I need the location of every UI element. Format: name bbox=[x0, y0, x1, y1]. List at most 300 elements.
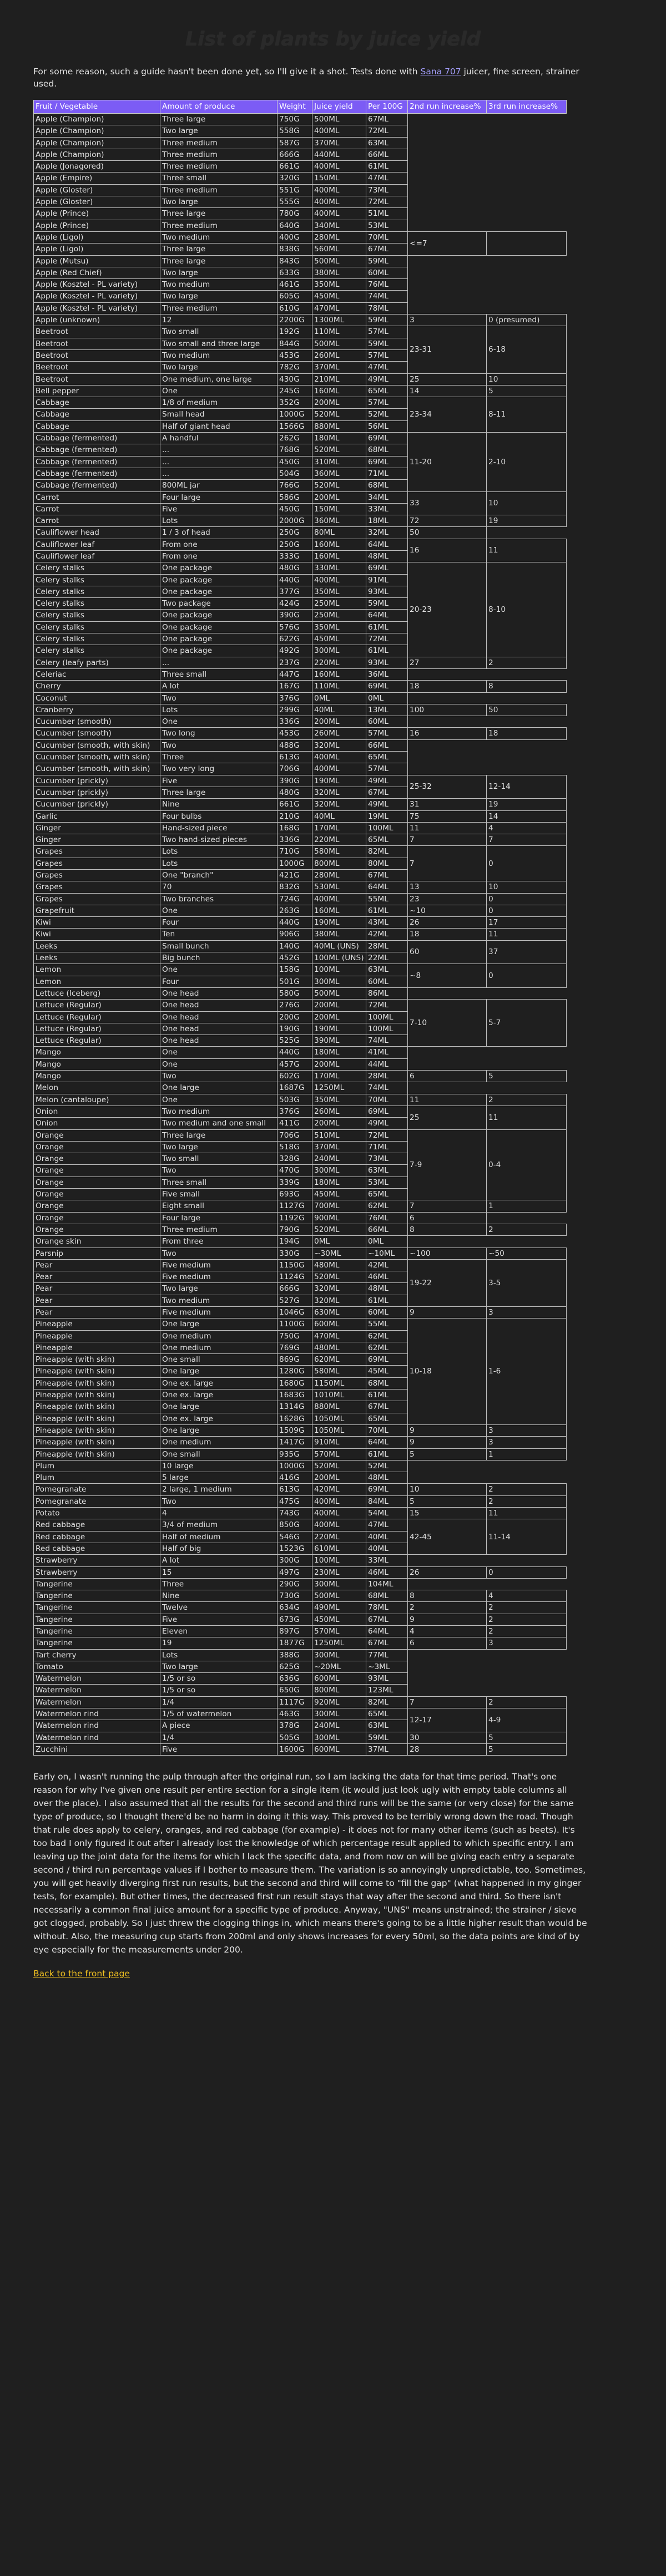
cell-fruit: Apple (Champion) bbox=[34, 149, 160, 160]
cell-amount: One bbox=[160, 1047, 278, 1058]
cell-fruit: Red cabbage bbox=[34, 1543, 160, 1554]
cell-juice-yield: 520ML bbox=[312, 1224, 366, 1235]
cell-weight: 1000G bbox=[278, 858, 312, 869]
cell-weight: 158G bbox=[278, 964, 312, 976]
cell-amount: 800ML jar bbox=[160, 480, 278, 491]
cell-per-100g: 19ML bbox=[366, 810, 408, 822]
cell-fruit: Lettuce (Regular) bbox=[34, 1023, 160, 1035]
cell-per-100g: 82ML bbox=[366, 1696, 408, 1708]
table-row bbox=[34, 1519, 567, 1531]
cell-amount: Two large bbox=[160, 196, 278, 208]
table-row bbox=[34, 1094, 567, 1106]
cell-second-run bbox=[408, 114, 487, 232]
cell-third-run: 0 bbox=[487, 964, 567, 988]
cell-third-run: 10 bbox=[487, 881, 567, 893]
table-row bbox=[34, 397, 567, 409]
cell-second-run bbox=[408, 739, 487, 775]
cell-weight: 832G bbox=[278, 881, 312, 893]
cell-second-run: 12-17 bbox=[408, 1708, 487, 1732]
cell-juice-yield: 600ML bbox=[312, 1319, 366, 1330]
cell-juice-yield: 160ML bbox=[312, 539, 366, 550]
cell-per-100g: 63ML bbox=[366, 964, 408, 976]
table-row bbox=[34, 1106, 567, 1117]
cell-second-run: 27 bbox=[408, 657, 487, 668]
cell-per-100g: 61ML bbox=[366, 161, 408, 173]
cell-per-100g: 48ML bbox=[366, 1283, 408, 1295]
cell-third-run: 3 bbox=[487, 1437, 567, 1448]
cell-fruit: Pineapple (with skin) bbox=[34, 1377, 160, 1389]
cell-fruit: Carrot bbox=[34, 491, 160, 503]
cell-second-run: 9 bbox=[408, 1424, 487, 1436]
cell-weight: 276G bbox=[278, 1000, 312, 1011]
cell-second-run: 18 bbox=[408, 929, 487, 940]
cell-weight: 580G bbox=[278, 987, 312, 999]
cell-weight: 518G bbox=[278, 1141, 312, 1153]
cell-per-100g: 57ML bbox=[366, 326, 408, 338]
cell-third-run: 5-7 bbox=[487, 1000, 567, 1047]
table-row bbox=[34, 728, 567, 739]
cell-fruit: Red cabbage bbox=[34, 1531, 160, 1543]
cell-per-100g: 71ML bbox=[366, 468, 408, 479]
cell-per-100g: 72ML bbox=[366, 125, 408, 137]
cell-amount: One package bbox=[160, 633, 278, 645]
cell-amount: Five bbox=[160, 503, 278, 515]
cell-weight: 336G bbox=[278, 716, 312, 728]
cell-amount: Lots bbox=[160, 858, 278, 869]
cell-weight: 1117G bbox=[278, 1696, 312, 1708]
cell-weight: 750G bbox=[278, 1330, 312, 1342]
cell-weight: 320G bbox=[278, 173, 312, 184]
cell-amount: Two branches bbox=[160, 893, 278, 905]
cell-third-run: 0 bbox=[487, 905, 567, 916]
cell-weight: 558G bbox=[278, 125, 312, 137]
cell-amount: Two bbox=[160, 692, 278, 704]
cell-amount: Two large bbox=[160, 267, 278, 278]
cell-fruit: Pear bbox=[34, 1295, 160, 1306]
cell-weight: 167G bbox=[278, 681, 312, 692]
cell-per-100g: 61ML bbox=[366, 1295, 408, 1306]
juice-yield-table bbox=[33, 100, 567, 1756]
cell-second-run: 15 bbox=[408, 1508, 487, 1519]
cell-fruit: Carrot bbox=[34, 503, 160, 515]
cell-juice-yield: 350ML bbox=[312, 279, 366, 291]
cell-per-100g: 67ML bbox=[366, 870, 408, 881]
back-to-front-page-link[interactable]: Back to the front page bbox=[33, 1969, 130, 1979]
cell-amount: 5 large bbox=[160, 1472, 278, 1484]
cell-third-run: 6-18 bbox=[487, 326, 567, 373]
cell-second-run: 9 bbox=[408, 1614, 487, 1625]
cell-juice-yield: 610ML bbox=[312, 1543, 366, 1554]
table-row bbox=[34, 385, 567, 397]
table-header-row bbox=[34, 100, 567, 114]
header-juice-yield: Juice yield bbox=[312, 100, 366, 114]
cell-juice-yield: 300ML bbox=[312, 1732, 366, 1743]
cell-per-100g: 34ML bbox=[366, 491, 408, 503]
cell-per-100g: 61ML bbox=[366, 1448, 408, 1460]
cell-amount: One large bbox=[160, 1319, 278, 1330]
cell-weight: 527G bbox=[278, 1295, 312, 1306]
cell-third-run: 0 bbox=[487, 893, 567, 905]
cell-per-100g: 62ML bbox=[366, 1200, 408, 1212]
cell-third-run: 19 bbox=[487, 799, 567, 810]
cell-fruit: Pineapple (with skin) bbox=[34, 1413, 160, 1424]
cell-amount: Three large bbox=[160, 787, 278, 798]
cell-fruit: Celery stalks bbox=[34, 598, 160, 610]
cell-per-100g: 33ML bbox=[366, 503, 408, 515]
table-row bbox=[34, 1437, 567, 1448]
cell-juice-yield: 200ML bbox=[312, 397, 366, 409]
cell-fruit: Tangerine bbox=[34, 1626, 160, 1637]
cell-juice-yield: 300ML bbox=[312, 645, 366, 657]
cell-weight: 1600G bbox=[278, 1743, 312, 1755]
cell-amount: Lots bbox=[160, 1649, 278, 1661]
cell-weight: 1687G bbox=[278, 1082, 312, 1094]
cell-third-run bbox=[487, 739, 567, 775]
header-fruit: Fruit / Vegetable bbox=[34, 100, 160, 114]
cell-juice-yield: 600ML bbox=[312, 1673, 366, 1685]
cell-juice-yield: 200ML bbox=[312, 1118, 366, 1129]
cell-amount: Half of medium bbox=[160, 1531, 278, 1543]
cell-juice-yield: 100ML (UNS) bbox=[312, 952, 366, 964]
cell-per-100g: 65ML bbox=[366, 752, 408, 763]
cell-fruit: Mango bbox=[34, 1047, 160, 1058]
cell-amount: Four bbox=[160, 917, 278, 929]
cell-juice-yield: 0ML bbox=[312, 692, 366, 704]
cell-amount: 4 bbox=[160, 1508, 278, 1519]
cell-fruit: Celery stalks bbox=[34, 574, 160, 586]
table-row bbox=[34, 657, 567, 668]
cell-second-run: 28 bbox=[408, 1743, 487, 1755]
table-row bbox=[34, 1224, 567, 1235]
cell-third-run: 18 bbox=[487, 728, 567, 739]
cell-amount: From one bbox=[160, 550, 278, 562]
cell-per-100g: 67ML bbox=[366, 787, 408, 798]
cell-fruit: Watermelon bbox=[34, 1673, 160, 1685]
cell-second-run bbox=[408, 1555, 487, 1566]
cell-second-run: 7-9 bbox=[408, 1129, 487, 1200]
cell-juice-yield: 400ML bbox=[312, 184, 366, 196]
cell-third-run bbox=[487, 1047, 567, 1071]
cell-fruit: Coconut bbox=[34, 692, 160, 704]
cell-fruit: Apple (unknown) bbox=[34, 315, 160, 326]
cell-weight: 1000G bbox=[278, 1460, 312, 1472]
table-row bbox=[34, 1743, 567, 1755]
cell-per-100g: 64ML bbox=[366, 610, 408, 621]
cell-per-100g: 61ML bbox=[366, 905, 408, 916]
cell-weight: 263G bbox=[278, 905, 312, 916]
cell-fruit: Cucumber (prickly) bbox=[34, 799, 160, 810]
cell-amount: 15 bbox=[160, 1566, 278, 1578]
cell-weight: 1150G bbox=[278, 1259, 312, 1271]
cell-juice-yield: 1250ML bbox=[312, 1637, 366, 1649]
cell-third-run: 2 bbox=[487, 1094, 567, 1106]
cell-fruit: Red cabbage bbox=[34, 1519, 160, 1531]
cell-juice-yield: 300ML bbox=[312, 1165, 366, 1177]
cell-weight: 262G bbox=[278, 433, 312, 444]
cell-third-run: 3 bbox=[487, 1637, 567, 1649]
cell-per-100g: 54ML bbox=[366, 1508, 408, 1519]
cell-amount: One head bbox=[160, 1023, 278, 1035]
cell-fruit: Melon bbox=[34, 1082, 160, 1094]
table-row bbox=[34, 704, 567, 716]
cell-weight: 336G bbox=[278, 834, 312, 846]
cell-juice-yield: 260ML bbox=[312, 728, 366, 739]
cell-fruit: Grapes bbox=[34, 846, 160, 858]
cell-juice-yield: 400ML bbox=[312, 574, 366, 586]
cell-amount: Ten bbox=[160, 929, 278, 940]
cell-fruit: Melon (cantaloupe) bbox=[34, 1094, 160, 1106]
cell-weight: 766G bbox=[278, 480, 312, 491]
cell-juice-yield: 470ML bbox=[312, 1330, 366, 1342]
cell-fruit: Cabbage (fermented) bbox=[34, 480, 160, 491]
cell-weight: 504G bbox=[278, 468, 312, 479]
cell-juice-yield: 260ML bbox=[312, 349, 366, 361]
cell-second-run: 10-18 bbox=[408, 1319, 487, 1425]
cell-weight: 192G bbox=[278, 326, 312, 338]
cell-juice-yield: 400ML bbox=[312, 161, 366, 173]
table-row bbox=[34, 692, 567, 704]
cell-second-run bbox=[408, 255, 487, 314]
cell-weight: 843G bbox=[278, 255, 312, 267]
cell-fruit: Orange bbox=[34, 1141, 160, 1153]
cell-fruit: Cucumber (prickly) bbox=[34, 787, 160, 798]
cell-amount: Three bbox=[160, 752, 278, 763]
cell-weight: 1127G bbox=[278, 1200, 312, 1212]
cell-second-run: 19-22 bbox=[408, 1259, 487, 1306]
cell-second-run bbox=[408, 716, 487, 728]
cell-juice-yield: 400ML bbox=[312, 1495, 366, 1507]
cell-amount: Five medium bbox=[160, 1271, 278, 1283]
cell-second-run bbox=[408, 692, 487, 704]
table-row bbox=[34, 881, 567, 893]
table-row bbox=[34, 775, 567, 787]
cell-amount: Two long bbox=[160, 728, 278, 739]
cell-amount: Three medium bbox=[160, 1224, 278, 1235]
cell-per-100g: 64ML bbox=[366, 1626, 408, 1637]
cell-weight: 844G bbox=[278, 338, 312, 349]
cell-weight: 194G bbox=[278, 1236, 312, 1248]
cell-juice-yield: 800ML bbox=[312, 1685, 366, 1696]
cell-amount: 1/5 or so bbox=[160, 1673, 278, 1685]
cell-amount: One package bbox=[160, 610, 278, 621]
cell-per-100g: 64ML bbox=[366, 1437, 408, 1448]
cell-amount: Two bbox=[160, 1248, 278, 1259]
cell-third-run bbox=[487, 255, 567, 314]
cell-amount: 10 large bbox=[160, 1460, 278, 1472]
cell-fruit: Watermelon rind bbox=[34, 1732, 160, 1743]
cell-second-run: 6 bbox=[408, 1071, 487, 1082]
cell-weight: 576G bbox=[278, 621, 312, 633]
cell-juice-yield: 580ML bbox=[312, 846, 366, 858]
cell-juice-yield: 300ML bbox=[312, 1708, 366, 1720]
cell-amount: One small bbox=[160, 1448, 278, 1460]
cell-fruit: Apple (Jonagored) bbox=[34, 161, 160, 173]
cell-weight: 453G bbox=[278, 349, 312, 361]
table-row bbox=[34, 1212, 567, 1224]
cell-fruit: Pomegranate bbox=[34, 1484, 160, 1495]
cell-amount: Lots bbox=[160, 515, 278, 527]
cell-second-run: 8 bbox=[408, 1590, 487, 1602]
cell-weight: 457G bbox=[278, 1058, 312, 1070]
cell-juice-yield: 240ML bbox=[312, 1720, 366, 1732]
cell-juice-yield: 150ML bbox=[312, 173, 366, 184]
table-row bbox=[34, 1708, 567, 1720]
cell-third-run bbox=[487, 668, 567, 680]
cell-third-run bbox=[487, 716, 567, 728]
cell-weight: 586G bbox=[278, 491, 312, 503]
cell-per-100g: 93ML bbox=[366, 1673, 408, 1685]
cell-amount: One head bbox=[160, 1011, 278, 1023]
cell-third-run: 3 bbox=[487, 1424, 567, 1436]
cell-juice-yield: 110ML bbox=[312, 681, 366, 692]
cell-per-100g: 13ML bbox=[366, 704, 408, 716]
table-row bbox=[34, 834, 567, 846]
cell-juice-yield: 360ML bbox=[312, 468, 366, 479]
table-row bbox=[34, 1484, 567, 1495]
cell-fruit: Apple (Prince) bbox=[34, 220, 160, 231]
cell-per-100g: 69ML bbox=[366, 681, 408, 692]
cell-fruit: Celery (leafy parts) bbox=[34, 657, 160, 668]
cell-fruit: Cauliflower leaf bbox=[34, 550, 160, 562]
cell-third-run: 1 bbox=[487, 1200, 567, 1212]
cell-second-run: 2 bbox=[408, 1602, 487, 1614]
cell-weight: 673G bbox=[278, 1614, 312, 1625]
cell-fruit: Cauliflower leaf bbox=[34, 539, 160, 550]
cell-per-100g: 59ML bbox=[366, 1732, 408, 1743]
cell-fruit: Cucumber (smooth, with skin) bbox=[34, 763, 160, 775]
cell-per-100g: 66ML bbox=[366, 149, 408, 160]
cell-weight: 330G bbox=[278, 1248, 312, 1259]
cell-fruit: Lettuce (Regular) bbox=[34, 1000, 160, 1011]
cell-per-100g: 57ML bbox=[366, 763, 408, 775]
cell-amount: 1/5 of watermelon bbox=[160, 1708, 278, 1720]
cell-amount: One package bbox=[160, 562, 278, 574]
cell-amount: 1/8 of medium bbox=[160, 397, 278, 409]
cell-fruit: Apple (Gloster) bbox=[34, 184, 160, 196]
cell-weight: 555G bbox=[278, 196, 312, 208]
cell-fruit: Lemon bbox=[34, 976, 160, 987]
cell-weight: 666G bbox=[278, 1283, 312, 1295]
cell-amount: Five bbox=[160, 1743, 278, 1755]
cell-weight: 290G bbox=[278, 1578, 312, 1590]
table-row bbox=[34, 1248, 567, 1259]
cell-juice-yield: 400ML bbox=[312, 196, 366, 208]
cell-weight: 376G bbox=[278, 1106, 312, 1117]
cell-weight: 416G bbox=[278, 1472, 312, 1484]
cell-third-run: 14 bbox=[487, 810, 567, 822]
table-row bbox=[34, 681, 567, 692]
cell-juice-yield: 190ML bbox=[312, 1023, 366, 1035]
cell-juice-yield: 400ML bbox=[312, 1508, 366, 1519]
cell-juice-yield: 480ML bbox=[312, 1259, 366, 1271]
cell-per-100g: 100ML bbox=[366, 1011, 408, 1023]
cell-per-100g: 57ML bbox=[366, 728, 408, 739]
header-third-run: 3rd run increase% bbox=[487, 100, 567, 114]
cell-juice-yield: 250ML bbox=[312, 598, 366, 610]
cell-per-100g: 65ML bbox=[366, 385, 408, 397]
cell-second-run: 7 bbox=[408, 846, 487, 881]
cell-second-run: ~10 bbox=[408, 905, 487, 916]
cell-second-run: 75 bbox=[408, 810, 487, 822]
cell-amount: Half of giant head bbox=[160, 420, 278, 432]
cell-second-run: 6 bbox=[408, 1637, 487, 1649]
table-row bbox=[34, 1508, 567, 1519]
cell-amount: 3/4 of medium bbox=[160, 1519, 278, 1531]
table-row bbox=[34, 799, 567, 810]
cell-second-run: 3 bbox=[408, 315, 487, 326]
cell-juice-yield: 340ML bbox=[312, 220, 366, 231]
cell-weight: 633G bbox=[278, 267, 312, 278]
cell-amount: Lots bbox=[160, 846, 278, 858]
cell-amount: Three medium bbox=[160, 161, 278, 173]
cell-amount: Twelve bbox=[160, 1602, 278, 1614]
cell-third-run bbox=[487, 1212, 567, 1224]
cell-juice-yield: 500ML bbox=[312, 338, 366, 349]
cell-fruit: Lettuce (Regular) bbox=[34, 1011, 160, 1023]
cell-juice-yield: 260ML bbox=[312, 1106, 366, 1117]
cell-weight: 505G bbox=[278, 1732, 312, 1743]
table-row bbox=[34, 231, 567, 243]
cell-weight: 602G bbox=[278, 1071, 312, 1082]
cell-fruit: Ginger bbox=[34, 822, 160, 834]
cell-weight: 488G bbox=[278, 739, 312, 751]
cell-second-run bbox=[408, 668, 487, 680]
cell-weight: 790G bbox=[278, 1224, 312, 1235]
cell-fruit: Bell pepper bbox=[34, 385, 160, 397]
cell-third-run: 17 bbox=[487, 917, 567, 929]
cell-fruit: Lettuce (Iceberg) bbox=[34, 987, 160, 999]
cell-amount: Two small and three large bbox=[160, 338, 278, 349]
juicer-link[interactable]: Sana 707 bbox=[420, 67, 461, 77]
table-row bbox=[34, 255, 567, 267]
cell-third-run: 5 bbox=[487, 1743, 567, 1755]
cell-fruit: Pineapple (with skin) bbox=[34, 1437, 160, 1448]
table-row bbox=[34, 1578, 567, 1590]
cell-weight: 430G bbox=[278, 373, 312, 385]
cell-per-100g: 36ML bbox=[366, 668, 408, 680]
intro-text bbox=[33, 65, 588, 90]
cell-weight: 1523G bbox=[278, 1543, 312, 1554]
table-row bbox=[34, 1047, 567, 1058]
header-second-run: 2nd run increase% bbox=[408, 100, 487, 114]
cell-per-100g: 72ML bbox=[366, 1129, 408, 1141]
cell-fruit: Apple (Mutsu) bbox=[34, 255, 160, 267]
cell-amount: Five bbox=[160, 1614, 278, 1625]
cell-per-100g: 61ML bbox=[366, 1390, 408, 1401]
cell-per-100g: 73ML bbox=[366, 1153, 408, 1165]
cell-second-run: 5 bbox=[408, 1495, 487, 1507]
cell-weight: 768G bbox=[278, 444, 312, 456]
table-row bbox=[34, 1555, 567, 1566]
table-row bbox=[34, 1236, 567, 1248]
cell-second-run: 7 bbox=[408, 1200, 487, 1212]
cell-fruit: Celery stalks bbox=[34, 633, 160, 645]
cell-fruit: Cabbage bbox=[34, 397, 160, 409]
cell-juice-yield: 400ML bbox=[312, 763, 366, 775]
cell-weight: 2200G bbox=[278, 315, 312, 326]
cell-second-run: <=7 bbox=[408, 231, 487, 255]
cell-fruit: Grapes bbox=[34, 858, 160, 869]
cell-per-100g: 44ML bbox=[366, 1058, 408, 1070]
cell-juice-yield: 560ML bbox=[312, 244, 366, 255]
table-row bbox=[34, 1129, 567, 1141]
cell-fruit: Tangerine bbox=[34, 1614, 160, 1625]
cell-amount: Eight small bbox=[160, 1200, 278, 1212]
cell-weight: 424G bbox=[278, 598, 312, 610]
cell-amount: One bbox=[160, 905, 278, 916]
cell-fruit: Apple (Champion) bbox=[34, 125, 160, 137]
cell-second-run: 20-23 bbox=[408, 562, 487, 657]
